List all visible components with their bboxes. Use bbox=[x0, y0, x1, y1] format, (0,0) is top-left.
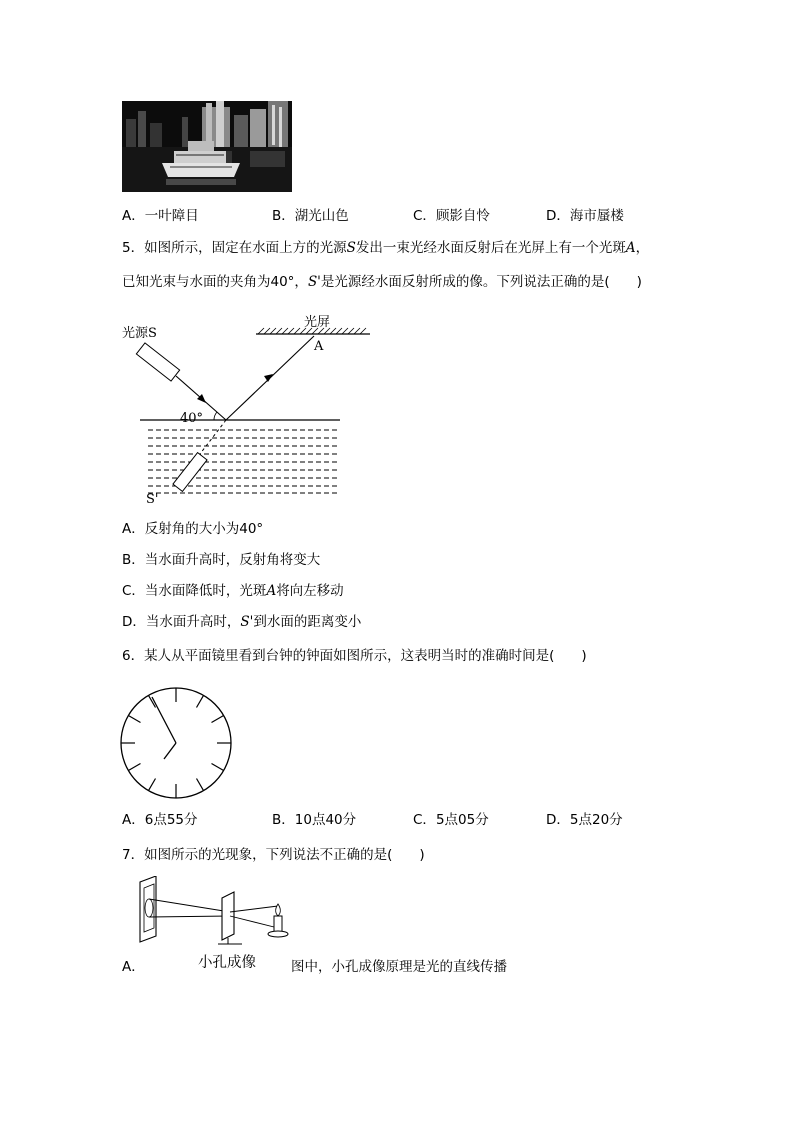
q6-option-d[interactable] bbox=[546, 811, 623, 829]
option-text: 5点20分 bbox=[569, 812, 623, 828]
q4-option-a[interactable] bbox=[122, 207, 199, 225]
stem-text: 5．如图所示，固定在水面上方的光源 bbox=[122, 240, 347, 256]
option-letter: A． bbox=[122, 208, 145, 224]
q4-option-d[interactable] bbox=[546, 207, 624, 225]
symbol-s: S bbox=[346, 240, 356, 256]
option-text: 图中，小孔成像原理是光的直线传播 bbox=[291, 959, 507, 975]
q4-options bbox=[0, 207, 794, 227]
option-text: 10点40分 bbox=[294, 812, 357, 828]
option-text: 湖光山色 bbox=[294, 208, 349, 224]
q5-option-a[interactable] bbox=[122, 520, 263, 538]
reflection-diagram bbox=[118, 310, 378, 510]
q6-option-a[interactable] bbox=[122, 811, 198, 829]
candle-icon bbox=[274, 916, 282, 932]
q6-options bbox=[0, 811, 794, 831]
q7-option-a-text[interactable] bbox=[291, 958, 507, 976]
symbol-s-prime: S' bbox=[240, 614, 254, 630]
angle-label: 40° bbox=[180, 411, 204, 426]
night-boat-photo bbox=[122, 101, 292, 192]
option-letter: A． bbox=[122, 959, 145, 975]
light-source-icon bbox=[136, 343, 179, 381]
option-text: 5点05分 bbox=[435, 812, 489, 828]
q5-option-d[interactable] bbox=[122, 613, 361, 631]
q5-option-b[interactable] bbox=[122, 551, 320, 569]
q5-option-c[interactable] bbox=[122, 582, 344, 600]
stem-text: 6．某人从平面镜里看到台钟的钟面如图所示，这表明当时的准确时间是( ) bbox=[122, 648, 587, 664]
reflected-arrow bbox=[264, 374, 273, 382]
option-text: 6点55分 bbox=[144, 812, 198, 828]
option-text: 将向左移动 bbox=[276, 583, 344, 599]
q7-option-a-letter[interactable] bbox=[122, 958, 145, 976]
pinhole-plate bbox=[222, 892, 234, 940]
option-text: 顾影自怜 bbox=[435, 208, 490, 224]
q7-stem bbox=[122, 846, 425, 864]
q6-option-c[interactable] bbox=[413, 811, 489, 829]
option-letter: C． bbox=[413, 812, 436, 828]
angle-arc bbox=[214, 412, 217, 420]
option-letter: D． bbox=[546, 208, 570, 224]
caption-text: 小孔成像 bbox=[198, 955, 256, 971]
option-letter: A． bbox=[122, 812, 145, 828]
q6-option-b[interactable] bbox=[272, 811, 356, 829]
symbol-a: A bbox=[266, 583, 277, 599]
photo-drawing bbox=[122, 101, 292, 192]
source-label: 光源S bbox=[122, 326, 157, 341]
pinhole-camera-figure bbox=[130, 876, 290, 948]
option-text: D．当水面升高时， bbox=[122, 614, 241, 630]
option-text: C．当水面降低时，光斑 bbox=[122, 583, 267, 599]
q4-option-b[interactable] bbox=[272, 207, 349, 225]
symbol-s-prime: S' bbox=[307, 274, 321, 290]
stem-text: 7．如图所示的光现象，下列说法不正确的是( ) bbox=[122, 847, 425, 863]
q5-stem-line2 bbox=[122, 273, 642, 291]
stem-text: ， bbox=[635, 240, 650, 256]
option-text: A．反射角的大小为40° bbox=[122, 521, 264, 537]
option-text: 到水面的距离变小 bbox=[253, 614, 362, 630]
stem-text: 是光源经水面反射所成的像。下列说法正确的是( ) bbox=[320, 274, 642, 290]
figure-caption bbox=[198, 953, 256, 973]
stem-text: 发出一束光经水面反射后在光屏上有一个光斑 bbox=[355, 240, 626, 256]
mirror-clock-icon bbox=[118, 685, 234, 801]
image-label: S' bbox=[146, 492, 159, 507]
q5-stem-line1 bbox=[122, 239, 649, 257]
option-text: B．当水面升高时，反射角将变大 bbox=[122, 552, 321, 568]
spot-label: A bbox=[314, 339, 324, 354]
screen-label: 光屏 bbox=[304, 315, 331, 330]
option-letter: D． bbox=[546, 812, 570, 828]
option-letter: B． bbox=[272, 812, 295, 828]
option-text: 一叶障目 bbox=[144, 208, 199, 224]
option-letter: B． bbox=[272, 208, 295, 224]
option-text: 海市蜃楼 bbox=[569, 208, 624, 224]
option-letter: C． bbox=[413, 208, 436, 224]
symbol-a: A bbox=[625, 240, 636, 256]
stem-text: 已知光束与水面的夹角为40°， bbox=[122, 274, 308, 290]
q6-stem bbox=[122, 647, 587, 665]
q4-option-c[interactable] bbox=[413, 207, 490, 225]
